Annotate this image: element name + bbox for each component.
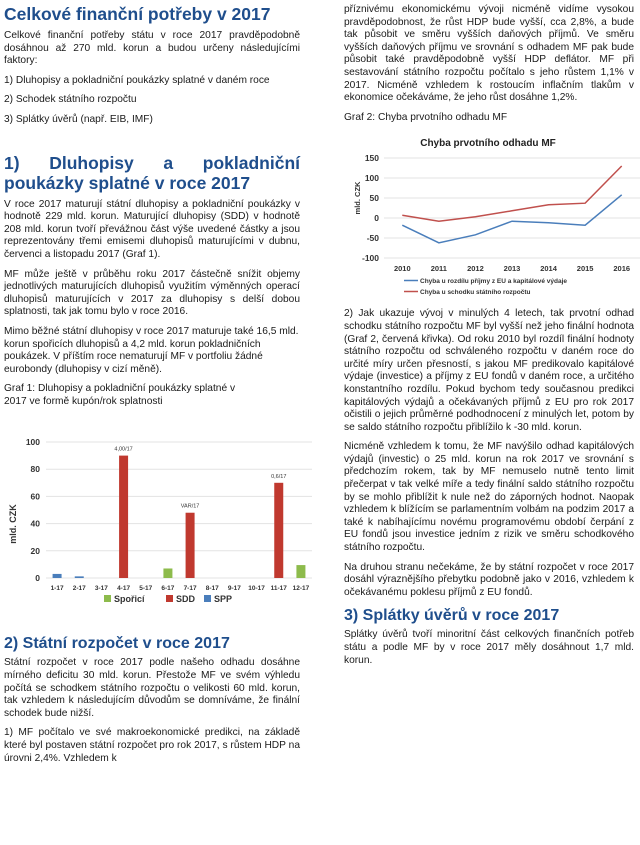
right-paragraph: příznivému ekonomickému vývoji nicméně vidíme vysokou pravděpodobnost, že růst HDP bude vyšší, cca 2,8%, a bude tak působit ve směru vyšších daňových příjmů. Ve směru vyšších daňových příjmu ve srovnání s odhadem MF pak bude působit také pravděpodobně vyšší HDP deflátor. MF při sestavování státního rozpočtu počítalo s jeho růstem 1,1% v 2017. Nicméně vzhledem k rostoucím inflačním tlakům v ekonomice očekáváme, že jeho růst dosáhne 1,2%. — [344, 4, 634, 104]
svg-text:12-17: 12-17 — [292, 585, 310, 593]
section1-heading: 1) Dluhopisy a pokladniční poukázky splatné v roce 2017 — [4, 152, 300, 193]
factor-item: 1) Dluhopisy a pokladniční poukázky splatné v daném roce — [4, 74, 270, 86]
left-column — [4, 0, 310, 772]
bar-sdd — [119, 456, 128, 578]
svg-text:2016: 2016 — [613, 264, 631, 274]
svg-text:1-17: 1-17 — [50, 585, 64, 593]
svg-text:150: 150 — [364, 153, 379, 164]
factor-item: 3) Splátky úvěrů (např. EIB, IMF) — [4, 113, 153, 125]
section1-paragraph: V roce 2017 maturují státní dluhopisy a pokladniční poukázky v hodnotě 229 mld. korun. Maturující dluhopisy (SDD) v hodnotě 208 mld. korun tvoří převážnou část výše uvedené částky a jsou reprezentovány třemi emisemi dluhopisů maturujícími v dubnu, červenci a listopadu 2017 (Graf 1). — [4, 198, 300, 260]
svg-text:Chyba u schodku státního rozpo: Chyba u schodku státního rozpočtu — [420, 289, 531, 297]
section2-heading: 2) Státní rozpočet v roce 2017 — [4, 635, 230, 653]
bar-sdd — [274, 483, 283, 578]
svg-text:2012: 2012 — [467, 264, 484, 274]
graph2-line-chart — [348, 128, 640, 308]
svg-text:-50: -50 — [366, 233, 379, 244]
bar-spp — [53, 574, 62, 578]
svg-text:6-17: 6-17 — [161, 585, 175, 593]
bar-chart-ylabel: mld. CZK — [8, 504, 18, 545]
svg-text:2-17: 2-17 — [72, 585, 86, 593]
section1-paragraph: MF může ještě v průběhu roku 2017 částečně snížit objemy jednotlivých maturujících dluhopisů využitím výměnných operací dluhopisů maturujících v 2017 za dluhopisy s delší dobou splatnosti, tak jak tomu bylo v roce 2016. — [4, 268, 300, 318]
line-chart-title: Chyba prvotního odhadu MF — [420, 138, 556, 150]
svg-text:8-17: 8-17 — [205, 585, 219, 593]
bar-spořicí — [163, 569, 172, 579]
svg-text:50: 50 — [369, 193, 379, 204]
section1-paragraph: Mimo běžné státní dluhopisy v roce 2017 maturuje také 16,5 mld. korun spořicích dluhopisů a 4,2 mld. korun pokladničních poukázek. V příštím roce nematurují MF v portfoliu žádné eurobondy (dluhopisy v cizí měně). — [4, 325, 299, 375]
svg-text:4,00/17: 4,00/17 — [114, 447, 133, 454]
svg-text:11-17: 11-17 — [270, 585, 287, 593]
section3-paragraph: Splátky úvěrů tvoří minoritní část celkových finančních potřeb státu a podle MF by v roce 2017 měly dosáhnout 1,7 mld. korun. — [344, 629, 634, 666]
svg-text:5-17: 5-17 — [139, 585, 153, 593]
svg-text:0: 0 — [35, 573, 40, 584]
svg-text:100: 100 — [364, 173, 379, 184]
graph1-caption: Graf 1: Dluhopisy a pokladniční poukázky splatné v 2017 ve formě kupón/rok splatnosti — [4, 383, 236, 407]
graph1-bar-chart — [4, 434, 314, 634]
svg-text:40: 40 — [30, 519, 40, 530]
intro-paragraph: Celkové finanční potřeby státu v roce 2017 pravděpodobně dosáhnou až 270 mld. korun a budou určeny následujícími faktory: — [4, 30, 300, 67]
section2-paragraph: Státní rozpočet v roce 2017 podle našeho odhadu dosáhne mírného deficitu 30 mld. korun. Přestože MF ve svém výhledu počítá se schodkem státního rozpočtu o velikosti 60 mld. korun, tak vzhledem k následujícím důvodům se domníváme, že finální schodek bude nižší. — [4, 657, 300, 719]
line-chart-ylabel: mld. CZK — [353, 181, 362, 215]
svg-text:100: 100 — [25, 437, 40, 448]
svg-text:60: 60 — [30, 491, 40, 502]
svg-text:SPP: SPP — [214, 594, 233, 605]
svg-text:SDD: SDD — [176, 594, 196, 605]
line-eu-capex-error — [402, 195, 621, 243]
bar-spořicí — [296, 566, 305, 579]
graph2-caption: Graf 2: Chyba prvotního odhadu MF — [344, 111, 508, 123]
svg-text:3-17: 3-17 — [94, 585, 108, 593]
svg-text:Spořicí: Spořicí — [114, 594, 145, 605]
svg-text:4-17: 4-17 — [117, 585, 131, 593]
svg-text:10-17: 10-17 — [248, 585, 265, 593]
section2-paragraph: 1) MF počítalo ve své makroekonomické predikci, na základě které byl postaven státní rozpočet pro rok 2017, s růstem HDP na úrovni 2,4%. Vzhledem k — [4, 727, 300, 764]
svg-text:VAR/17: VAR/17 — [180, 504, 200, 511]
svg-text:80: 80 — [30, 464, 40, 475]
line-budget-deficit-error — [402, 166, 621, 221]
page-title: Celkové finanční potřeby v 2017 — [4, 4, 271, 24]
right-column — [344, 0, 634, 674]
right-paragraph: 2) Jak ukazuje vývoj v minulých 4 letech, tak prvotní odhad schodku státního rozpočtu MF byl vyšší než jeho finální hodnota (Graf 2, červená křivka). Od roku 2010 byl rozdíl finální hodnoty státního rozpočtu od schváleného rozpočtu v daném roce do určité míry určen přesností, s jakou MF predikovalo kapitálové výdaje (investice) a příjmy z EU fondů v daném roce, a určitého konstantního rozdílu. Pokud bychom tedy současnou predikci kapitálových výdajů a očekávaných příjmů z EU pro rok 2017 očistili o jejich průměrné podhodnocení z minulých let, potom by se saldo státního rozpočtu přiblížilo k -30 mld. korun. — [344, 308, 634, 433]
section3-heading: 3) Splátky úvěrů v roce 2017 — [344, 607, 560, 625]
bar-spp — [75, 577, 84, 579]
svg-text:Chyba u rozdílu příjmy z EU a: Chyba u rozdílu příjmy z EU a kapitálové výdaje — [420, 278, 568, 286]
svg-text:0,6/17: 0,6/17 — [271, 474, 287, 481]
svg-text:2014: 2014 — [540, 264, 557, 274]
svg-text:2011: 2011 — [430, 264, 447, 274]
right-paragraph: Nicméně vzhledem k tomu, že MF navýšilo odhad kapitálových výdajů (investic) o 25 mld. korun na rok 2017 ve srovnání s předchozím rokem, tak by MF nemuselo nutně tento limit přečerpat v tak velké míře a tedy finální saldo státního rozpočtu by se mohlo přiblížit k nule než do záporných hodnot. Naopak vzhledem k blížícím se parlamentním volbám na podzim 2017 a také k nabíhajícímu novému programovému období čerpání z EU fondů jsou investice jedním z rizik ve směru schodkového státního rozpočtu. — [344, 441, 634, 554]
factor-item: 2) Schodek státního rozpočtu — [4, 94, 137, 106]
svg-text:2015: 2015 — [576, 264, 594, 274]
svg-text:-100: -100 — [361, 253, 379, 264]
svg-text:20: 20 — [30, 546, 40, 557]
svg-text:7-17: 7-17 — [183, 585, 197, 593]
bar-sdd — [186, 513, 195, 578]
right-paragraph: Na druhou stranu nečekáme, že by státní rozpočet v roce 2017 dosáhl výraznějšího přebytku podobně jako v 2016, vzhledem k očekávanému poklesu příjmů z EU fondů. — [344, 561, 634, 598]
svg-text:2013: 2013 — [503, 264, 521, 274]
svg-text:9-17: 9-17 — [227, 585, 241, 593]
svg-text:0: 0 — [374, 213, 379, 224]
svg-text:2010: 2010 — [393, 264, 411, 274]
